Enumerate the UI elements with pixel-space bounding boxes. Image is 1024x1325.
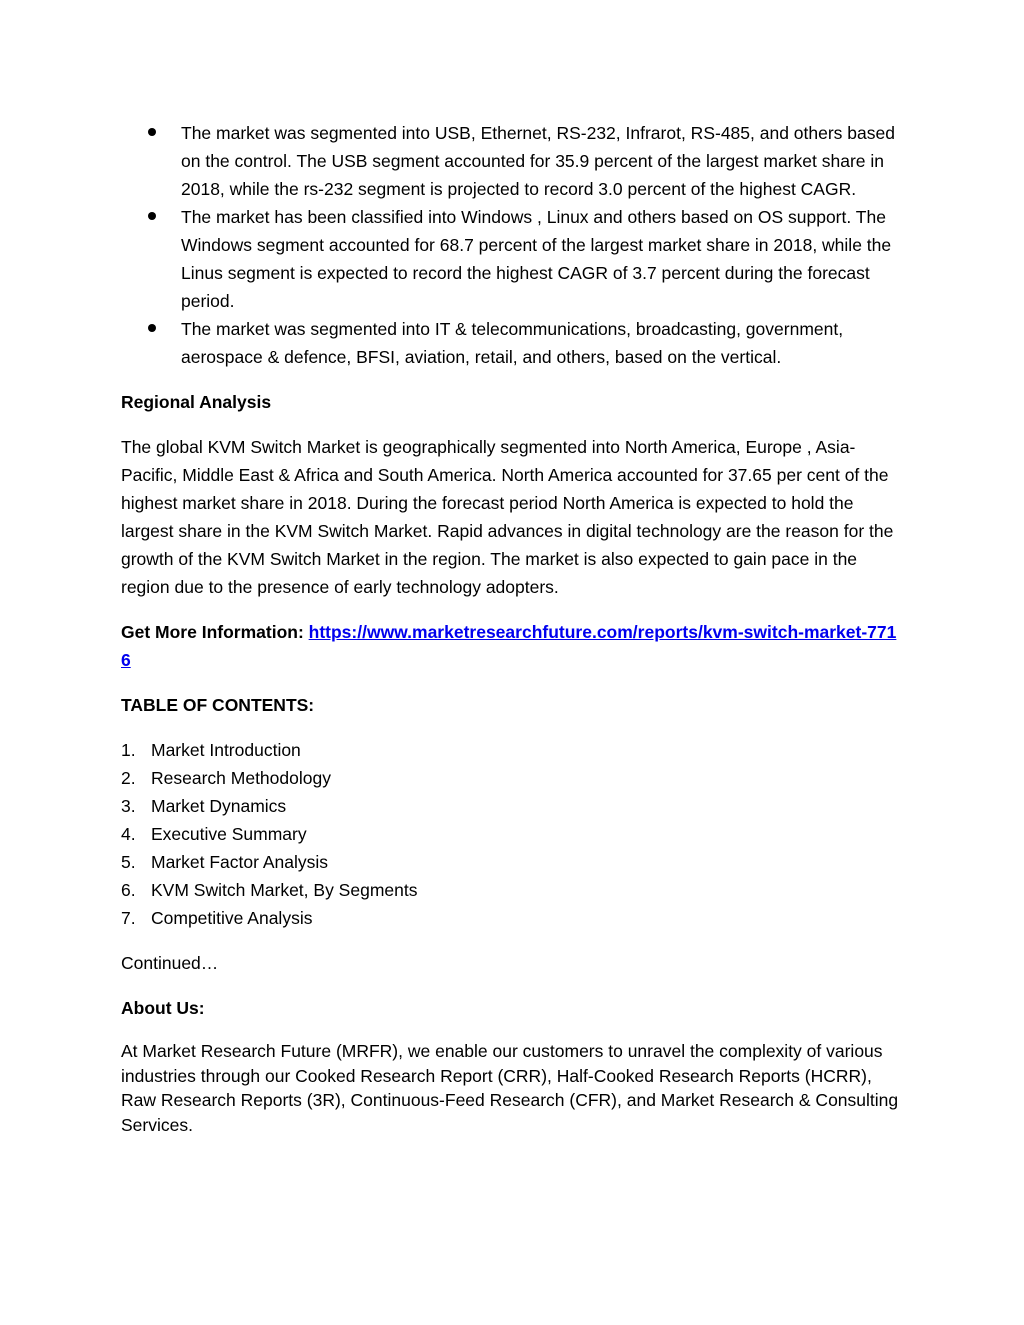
toc-list <box>121 736 906 932</box>
bullet-text: The market was segmented into IT & telecommunications, broadcasting, government, aerospace & defence, BFSI, aviation, retail, and others, based on the vertical. <box>181 319 844 367</box>
list-item <box>121 203 906 315</box>
toc-item <box>121 792 906 820</box>
about-us-text: At Market Research Future (MRFR), we enable our customers to unravel the complexity of various industries through our Cooked Research Report (CRR), Half-Cooked Research Reports (HCRR), Raw Research Reports (3R), Continuous-Feed Research (CFR), and Market Research & Consulting Services. <box>121 1041 899 1135</box>
toc-item-label: Market Dynamics <box>151 796 287 816</box>
bullet-text: The market has been classified into Windows , Linux and others based on OS support. The Windows segment accounted for 68.7 percent of the largest market share in 2018, while the Linus segment is expected to record the highest CAGR of 3.7 percent during the forecast period. <box>181 207 892 311</box>
toc-item <box>121 876 906 904</box>
toc-item <box>121 736 906 764</box>
toc-item <box>121 764 906 792</box>
toc-item-label: KVM Switch Market, By Segments <box>151 880 418 900</box>
toc-item-label: Executive Summary <box>151 824 307 844</box>
toc-item-number: 1. <box>121 740 136 760</box>
toc-item-number: 6. <box>121 880 136 900</box>
toc-item <box>121 820 906 848</box>
toc-heading: TABLE OF CONTENTS: <box>121 695 315 715</box>
document-body <box>121 119 906 1137</box>
bullet-text: The market was segmented into USB, Ethernet, RS-232, Infrarot, RS-485, and others based on the control. The USB segment accounted for 35.9 percent of the largest market share in 2018, while the rs-232 segment is projected to record 3.0 percent of the highest CAGR. <box>181 123 895 199</box>
toc-item-label: Market Factor Analysis <box>151 852 328 872</box>
regional-analysis-heading: Regional Analysis <box>121 392 272 412</box>
toc-item-label: Competitive Analysis <box>151 908 313 928</box>
list-item <box>121 119 906 203</box>
more-info-line <box>121 618 906 674</box>
bullet-list <box>121 119 906 371</box>
about-us-heading: About Us: <box>121 998 205 1018</box>
toc-item-number: 7. <box>121 908 136 928</box>
toc-item-number: 4. <box>121 824 136 844</box>
report-link[interactable]: https://www.marketresearchfuture.com/reports/kvm-switch-market-7716 <box>121 622 897 670</box>
more-info-label: Get More Information: <box>121 622 309 642</box>
toc-item-label: Research Methodology <box>151 768 331 788</box>
toc-item-number: 2. <box>121 768 136 788</box>
bullet-icon <box>148 212 156 220</box>
toc-item-number: 5. <box>121 852 136 872</box>
bullet-icon <box>148 128 156 136</box>
toc-item-number: 3. <box>121 796 136 816</box>
bullet-icon <box>148 324 156 332</box>
toc-item <box>121 848 906 876</box>
toc-item <box>121 904 906 932</box>
list-item <box>121 315 906 371</box>
regional-analysis-text: The global KVM Switch Market is geographically segmented into North America, Europe , Asia-Pacific, Middle East & Africa and South America. North America accounted for 37.65 per cent of the highest market share in 2018. During the forecast period North America is expected to hold the largest share in the KVM Switch Market. Rapid advances in digital technology are the reason for the growth of the KVM Switch Market in the region. The market is also expected to gain pace in the region due to the presence of early technology adopters. <box>121 437 894 597</box>
toc-item-label: Market Introduction <box>151 740 301 760</box>
continued-text: Continued… <box>121 953 219 973</box>
